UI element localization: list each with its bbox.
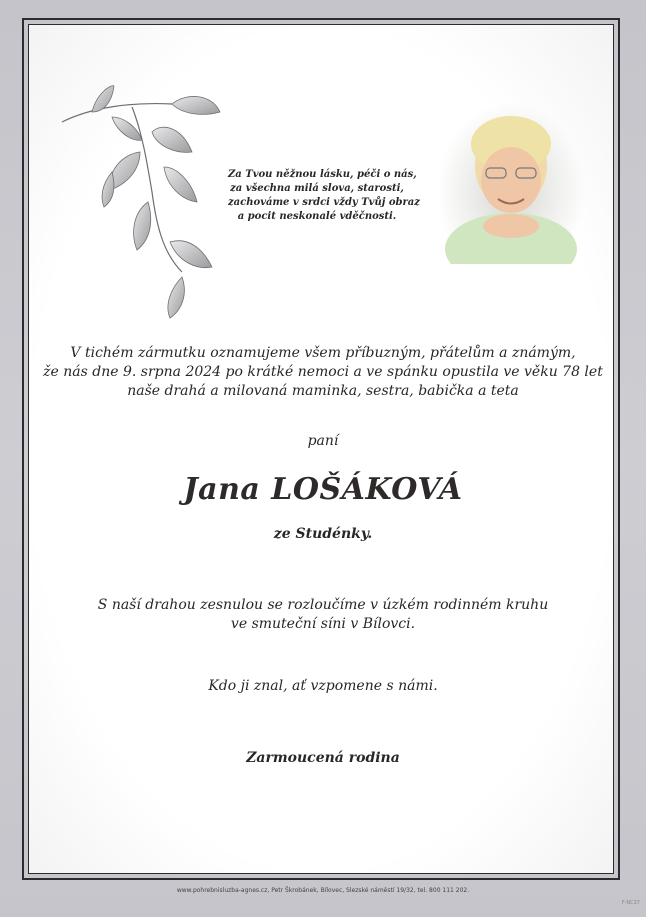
template-code: F-NC37 [621,900,640,906]
remembrance-line: Kdo ji znal, ať vzpomene s námi. [208,678,438,694]
funeral-service-footer: www.pohrebnisluzba-agnes.cz, Petr Škrobánek, Bílovec, Slezské náměstí 19/32, tel. 800 111 202. [176,887,470,894]
announcement-line: V tichém zármutku oznamujeme všem příbuzným, přátelům a známým, [70,345,576,361]
deceased-name: Jana LOŠÁKOVÁ [183,472,463,507]
announcement-line: že nás dne 9. srpna 2024 po krátké nemoci a ve spánku opustila ve věku 78 let [43,364,603,380]
signature: Zarmoucená rodina [246,750,400,766]
portrait-photo [438,104,584,264]
quote-line: a pocit neskonalé vděčnosti. [237,211,397,222]
announcement-line: naše drahá a milovaná maminka, sestra, babička a teta [127,383,519,399]
quote-line: Za Tvou něžnou lásku, péči o nás, [228,169,417,180]
memorial-quote [228,168,420,224]
announcement [40,344,606,401]
quote-line: za všechna milá slova, starosti, [230,183,404,194]
quote-line: zachováme v srdci vždy Tvůj obraz [228,197,420,208]
leaves-illustration [52,72,232,322]
honorific: paní [307,433,339,449]
farewell-line: ve smuteční síni v Bílovci. [230,616,416,632]
farewell-line: S naší drahou zesnulou se rozloučíme v úzkém rodinném kruhu [97,597,549,613]
farewell-info [40,596,606,634]
origin: ze Studénky. [273,526,373,542]
